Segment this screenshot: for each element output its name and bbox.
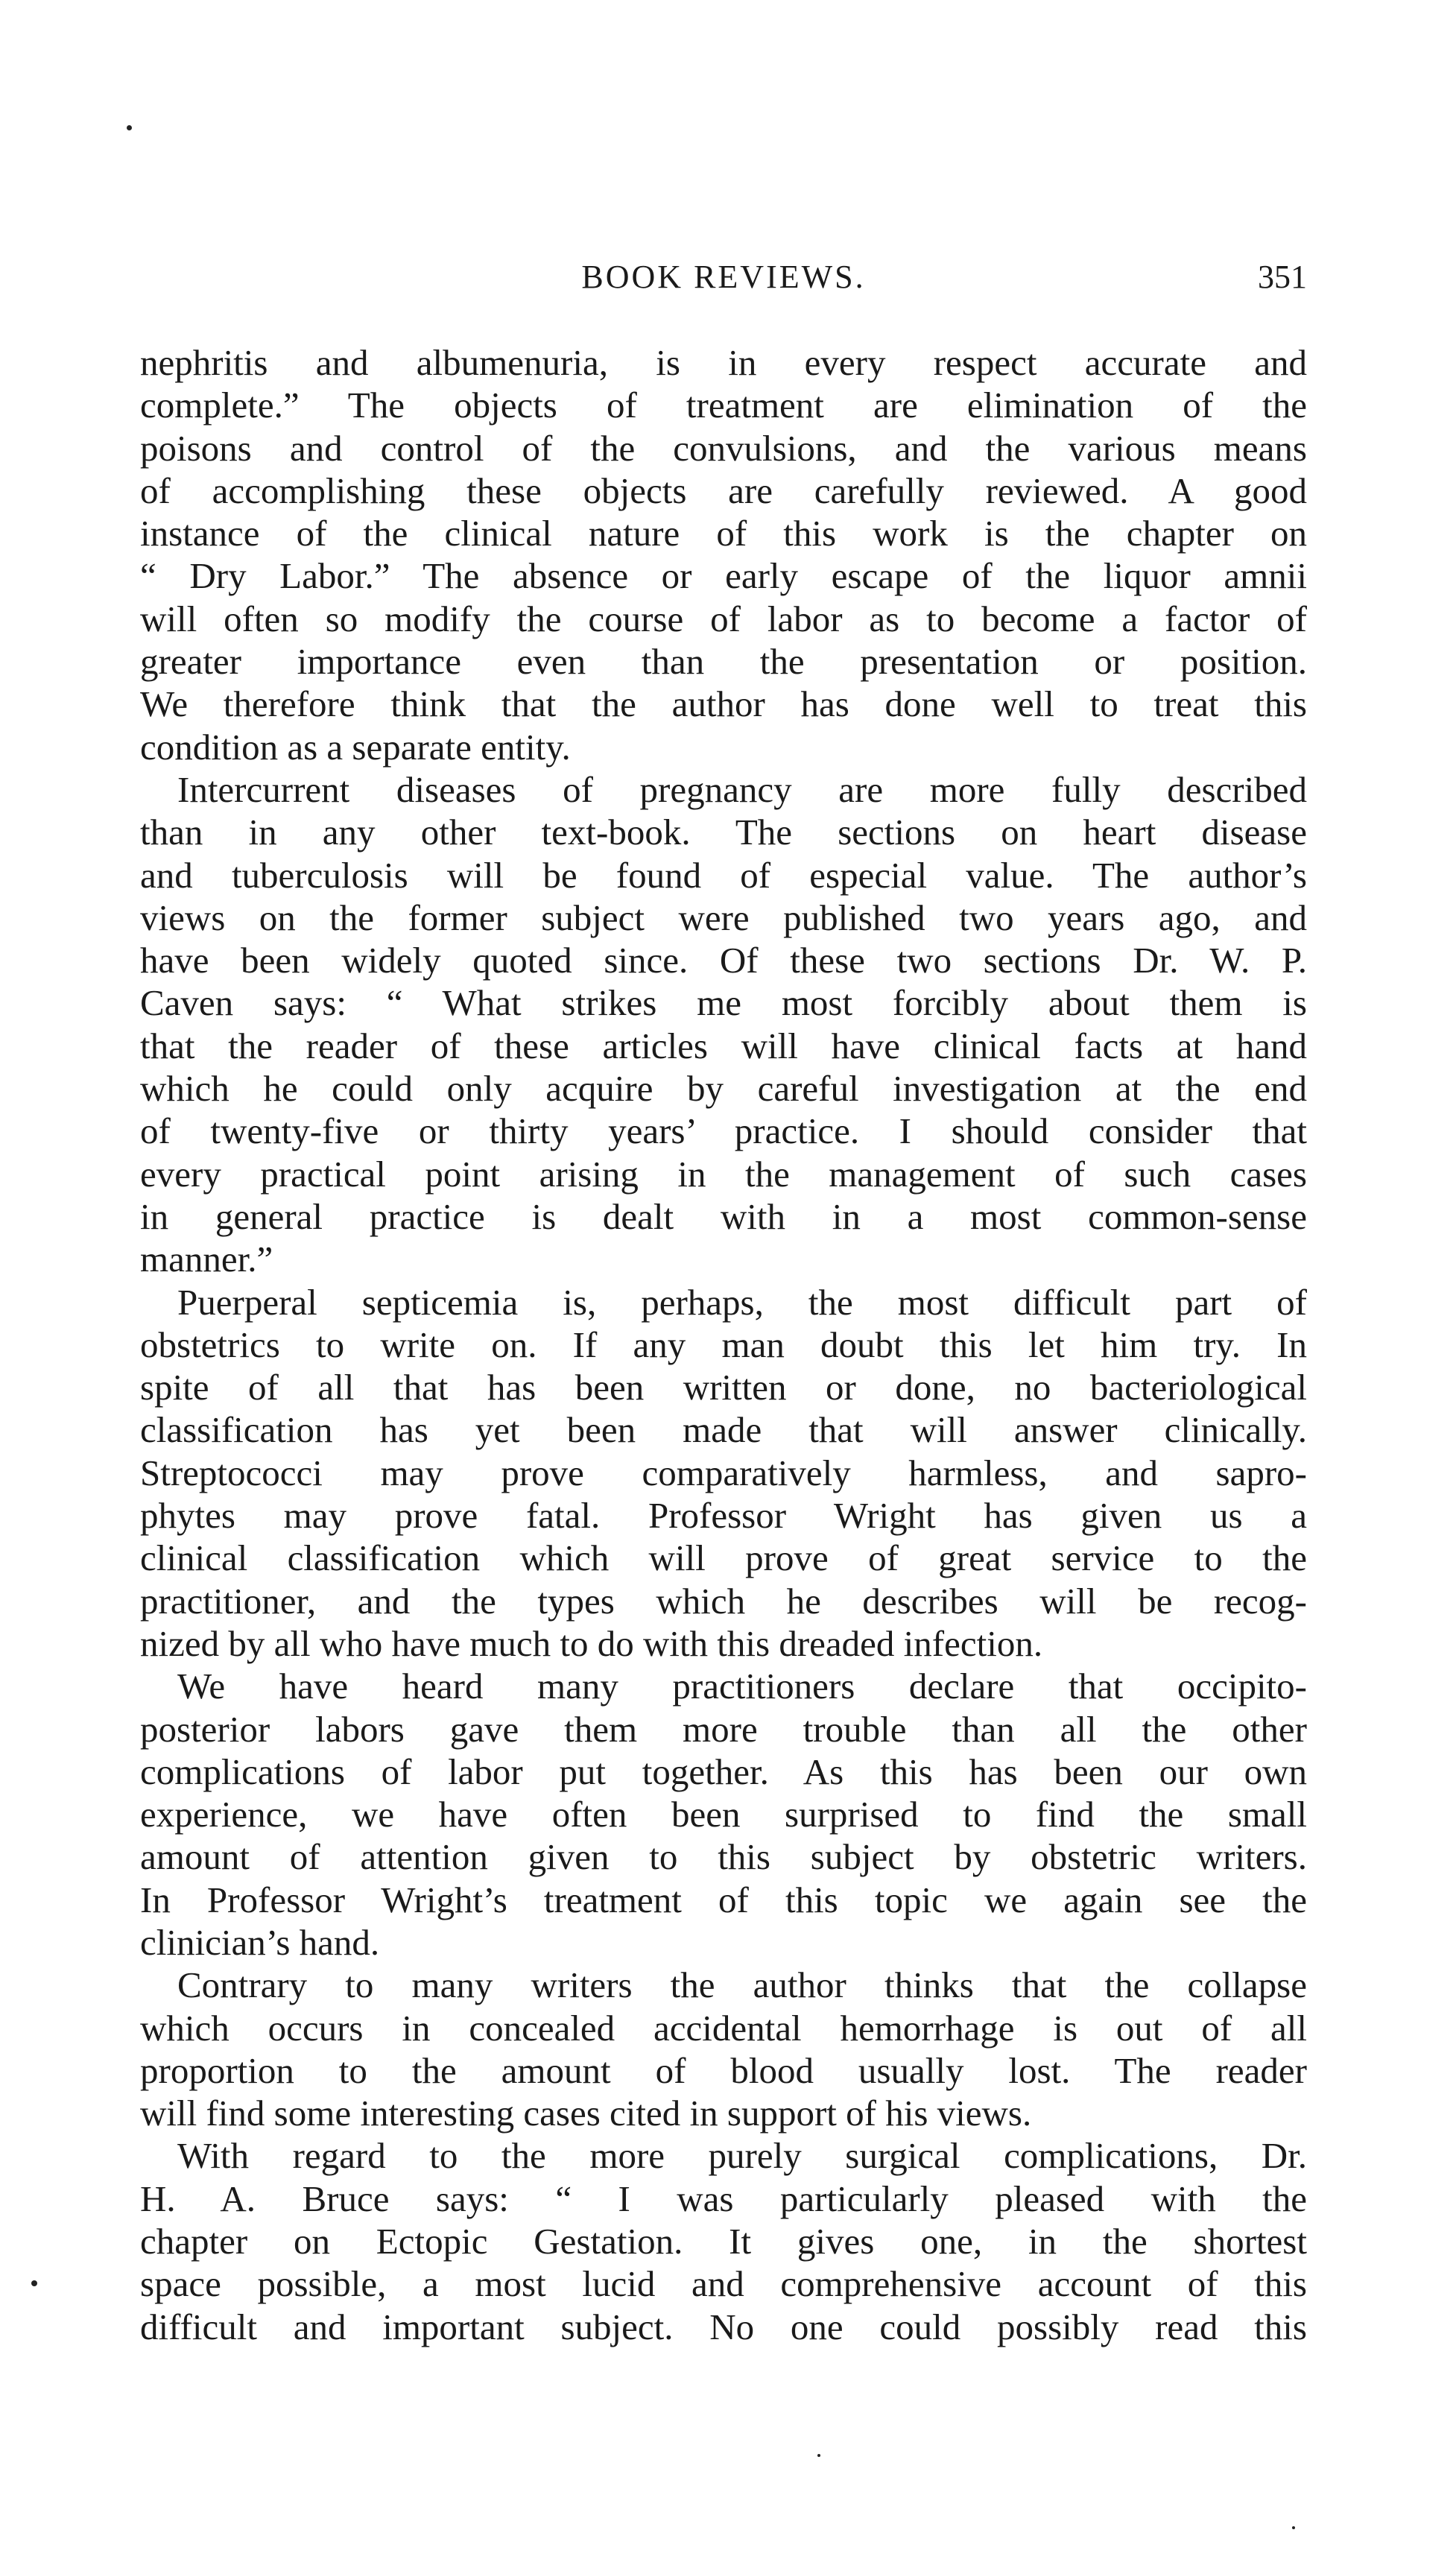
text-line: difficult and important subject. No one could possibly read this <box>140 2306 1307 2347</box>
text-line: clinical classification which will prove of great service to the <box>140 1537 1307 1579</box>
text-line: clinician’s hand. <box>140 1921 380 1963</box>
text-line: nized by all who have much to do with this dreaded infection. <box>140 1622 1043 1664</box>
text-line: Intercurrent diseases of pregnancy are more fully described <box>177 768 1307 810</box>
text-line: condition as a separate entity. <box>140 726 571 768</box>
text-line: manner.” <box>140 1239 273 1280</box>
page-number: 351 <box>1258 259 1307 295</box>
text-line: We therefore think that the author has done well to treat this <box>140 683 1307 725</box>
text-line: poisons and control of the convulsions, and the various means <box>140 427 1307 469</box>
text-line: “ Dry Labor.” The absence or early escape of the liquor amnii <box>140 555 1307 597</box>
text-line: have been widely quoted since. Of these two sections Dr. W. P. <box>140 940 1307 981</box>
text-line: phytes may prove fatal. Professor Wright has given us a <box>140 1495 1307 1537</box>
text-line: spite of all that has been written or done, no bacteriological <box>140 1367 1307 1408</box>
text-line: and tuberculosis will be found of especial value. The author’s <box>140 854 1307 896</box>
text-line: views on the former subject were published two years ago, and <box>140 896 1307 938</box>
text-line: will often so modify the course of labor as to become a factor of <box>140 598 1307 639</box>
text-line: will find some interesting cases cited in support of his views. <box>140 2093 1032 2134</box>
text-line: space possible, a most lucid and comprehensive account of this <box>140 2263 1307 2305</box>
running-head: BOOK REVIEWS. <box>581 259 866 295</box>
text-line: We have heard many practitioners declare that occipito- <box>177 1666 1307 1707</box>
body-text <box>140 341 1307 2348</box>
text-line: In Professor Wright’s treatment of this topic we again see the <box>140 1879 1307 1920</box>
text-line: complete.” The objects of treatment are elimination of the <box>140 385 1307 426</box>
ink-speck <box>1292 2526 1295 2529</box>
text-line: of twenty-five or thirty years’ practice. I should consider that <box>140 1110 1307 1152</box>
text-line: With regard to the more purely surgical complications, Dr. <box>177 2135 1307 2177</box>
text-line: posterior labors gave them more trouble than all the other <box>140 1708 1307 1750</box>
text-line: Puerperal septicemia is, perhaps, the most difficult part of <box>177 1281 1307 1323</box>
text-line: chapter on Ectopic Gestation. It gives one, in the shortest <box>140 2221 1307 2262</box>
text-line: than in any other text-book. The sections on heart disease <box>140 812 1307 853</box>
text-line: which occurs in concealed accidental hemorrhage is out of all <box>140 2007 1307 2049</box>
text-line: Caven says: “ What strikes me most forcibly about them is <box>140 982 1307 1024</box>
text-line: obstetrics to write on. If any man doubt this let him try. In <box>140 1323 1307 1365</box>
text-line: complications of labor put together. As this has been our own <box>140 1750 1307 1792</box>
text-line: Contrary to many writers the author thinks that the collapse <box>177 1964 1307 2006</box>
text-line: every practical point arising in the management of such cases <box>140 1153 1307 1195</box>
ink-speck <box>127 125 132 130</box>
text-line: proportion to the amount of blood usually lost. The reader <box>140 2049 1307 2091</box>
text-line: H. A. Bruce says: “ I was particularly pleased with the <box>140 2177 1307 2219</box>
text-line: of accomplishing these objects are carefully reviewed. A good <box>140 469 1307 511</box>
ink-speck <box>31 2280 37 2286</box>
text-line: that the reader of these articles will have clinical facts at hand <box>140 1025 1307 1066</box>
text-line: amount of attention given to this subject by obstetric writers. <box>140 1836 1307 1878</box>
text-line: experience, we have often been surprised to find the small <box>140 1794 1307 1835</box>
text-line: practitioner, and the types which he describes will be recog- <box>140 1580 1307 1622</box>
text-line: in general practice is dealt with in a most common-sense <box>140 1195 1307 1237</box>
text-line: instance of the clinical nature of this work is the chapter on <box>140 513 1307 554</box>
text-line: classification has yet been made that will answer clinically. <box>140 1409 1307 1451</box>
page-header <box>140 258 1307 304</box>
text-line: which he could only acquire by careful investigation at the end <box>140 1068 1307 1110</box>
text-line: nephritis and albumenuria, is in every respect accurate and <box>140 342 1307 383</box>
text-line: greater importance even than the presentation or position. <box>140 641 1307 683</box>
text-line: Streptococci may prove comparatively harmless, and sapro- <box>140 1452 1307 1493</box>
ink-speck <box>817 2454 820 2457</box>
